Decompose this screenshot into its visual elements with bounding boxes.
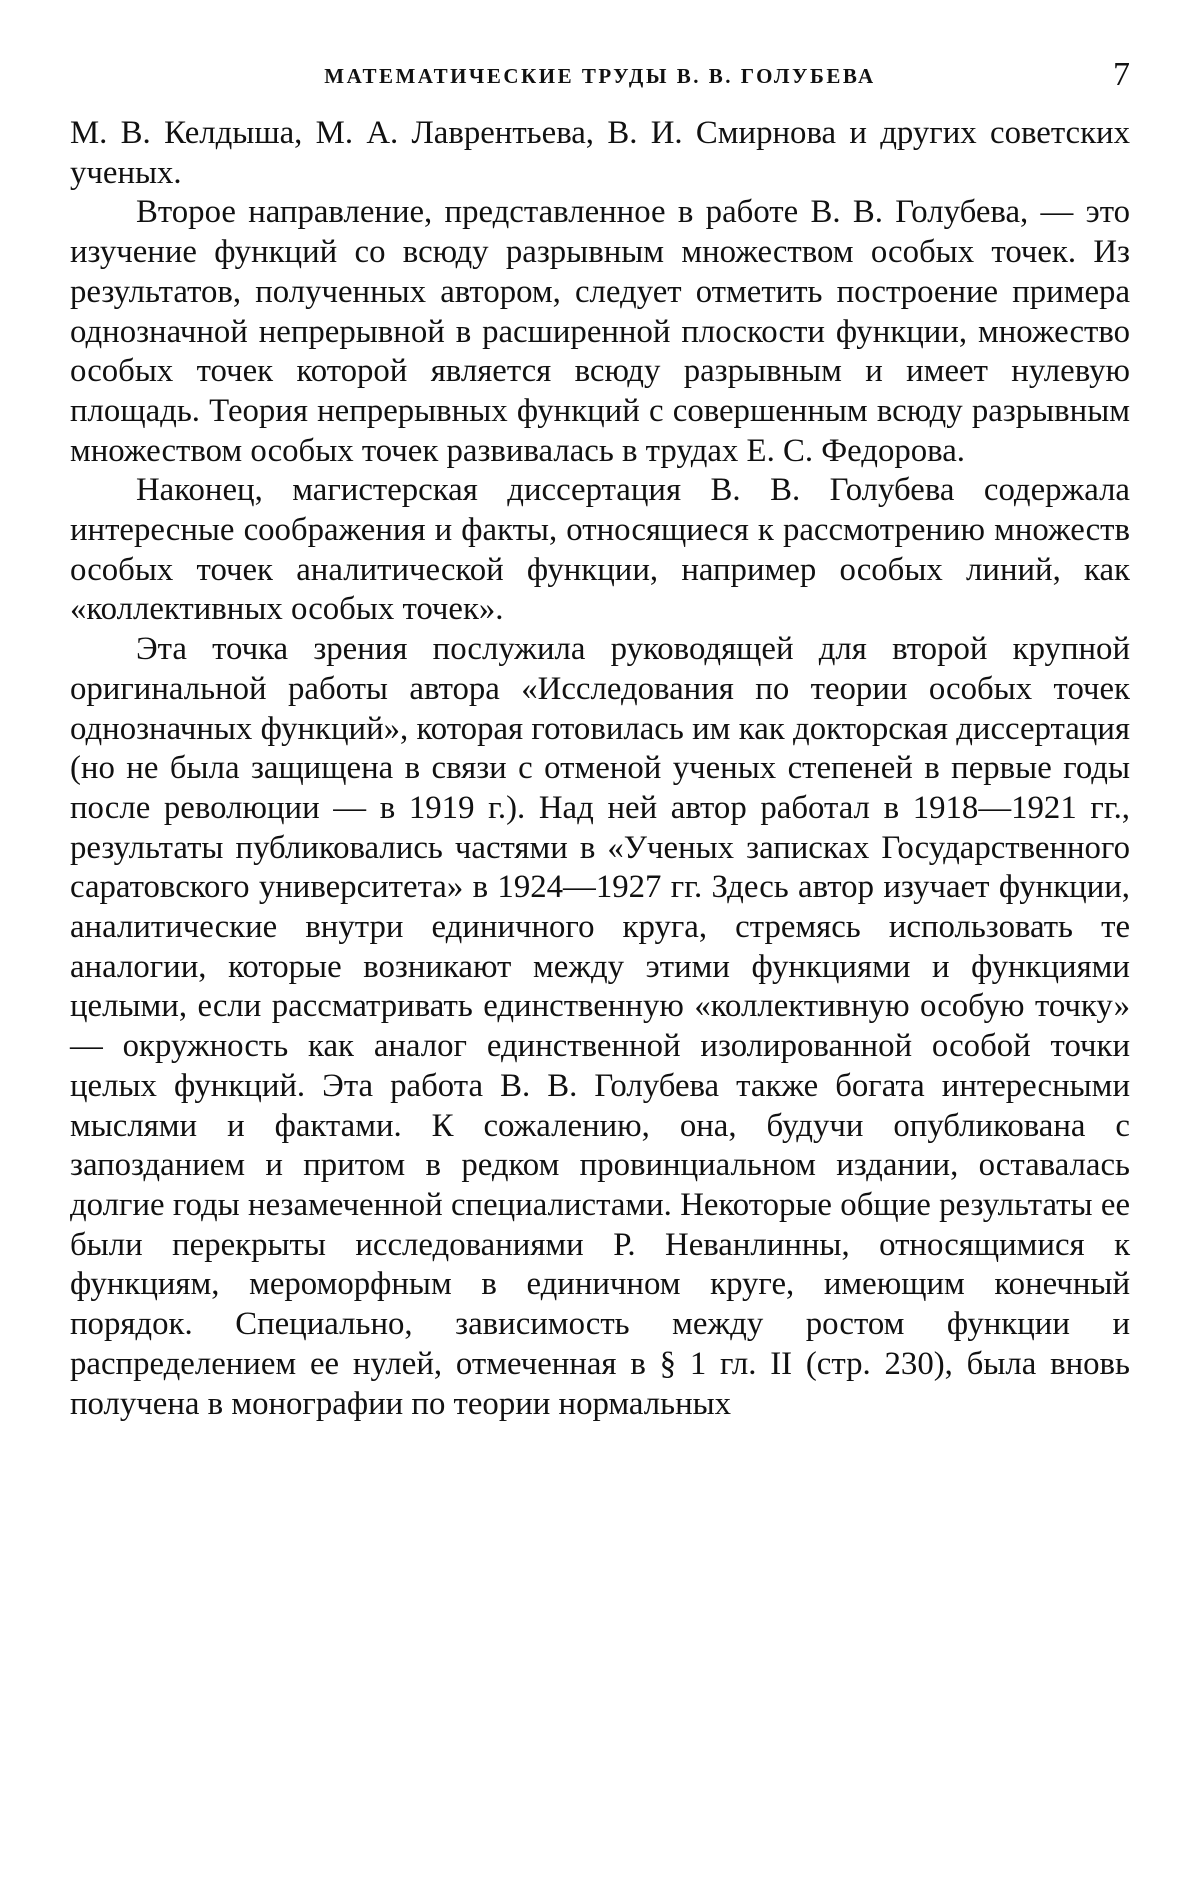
paragraph-1-continued: М. В. Келдыша, М. А. Лаврентьева, В. И. Смирнова и других советских ученых. — [70, 115, 1130, 191]
paragraph-doctoral-work: Эта точка зрения послужила руководящей для второй крупной оригинальной работы автора «Исследования по теории особых точек однозначных функций», которая готовилась им как докторская диссертация (но не была защищена в связи с отменой ученых степеней в первые годы после революции — в 1919 г.). Над ней автор работал в 1918—1921 гг., результаты публиковались частями в «Ученых записках Государственного саратовского университета» в 1924—1927 гг. Здесь автор изучает функции, аналитические внутри единичного круга, стремясь использовать те аналогии, которые возникают между этими функциями и функциями целыми, если рассматривать единственную «коллективную особую точку» — окружность как аналог единственной изолированной особой точки целых функций. Эта работа В. В. Голубева также богата интересными мыслями и фактами. К сожалению, она, будучи опубликована с запозданием и притом в редком провинциальном издании, оставалась долгие годы незамеченной специалистами. Некоторые общие результаты ее были перекрыты исследованиями Р. Неванлинны, относящимися к функциям, мероморфным в единичном круге, имеющим конечный порядок. Специально, зависимость между ростом функции и распределением ее нулей, отмеченная в § 1 гл. II (стр. 230), была вновь получена в монографии по теории нормальных — [70, 631, 1130, 1422]
book-page — [70, 56, 1130, 1424]
running-head — [70, 56, 1130, 104]
paragraph-second-direction: Второе направление, представленное в работе В. В. Голубева, — это изучение функций со всюду разрывным множеством особых точек. Из результатов, полученных автором, следует отметить построение примера однозначной непрерывной в расширенной плоскости функции, множество особых точек которой является всюду разрывным и имеет нулевую площадь. Теория непрерывных функций с совершенным всюду разрывным множеством особых точек развивалась в трудах Е. С. Федорова. — [70, 194, 1130, 469]
running-title: МАТЕМАТИЧЕСКИЕ ТРУДЫ В. В. ГОЛУБЕВА — [324, 64, 876, 88]
body-text — [70, 114, 1130, 1424]
paragraph-master-thesis: Наконец, магистерская диссертация В. В. Голубева содержала интересные соображения и факты, относящиеся к рассмотрению множеств особых точек аналитической функции, например особых линий, как «коллективных особых точек». — [70, 472, 1130, 628]
page-number: 7 — [1113, 56, 1130, 93]
